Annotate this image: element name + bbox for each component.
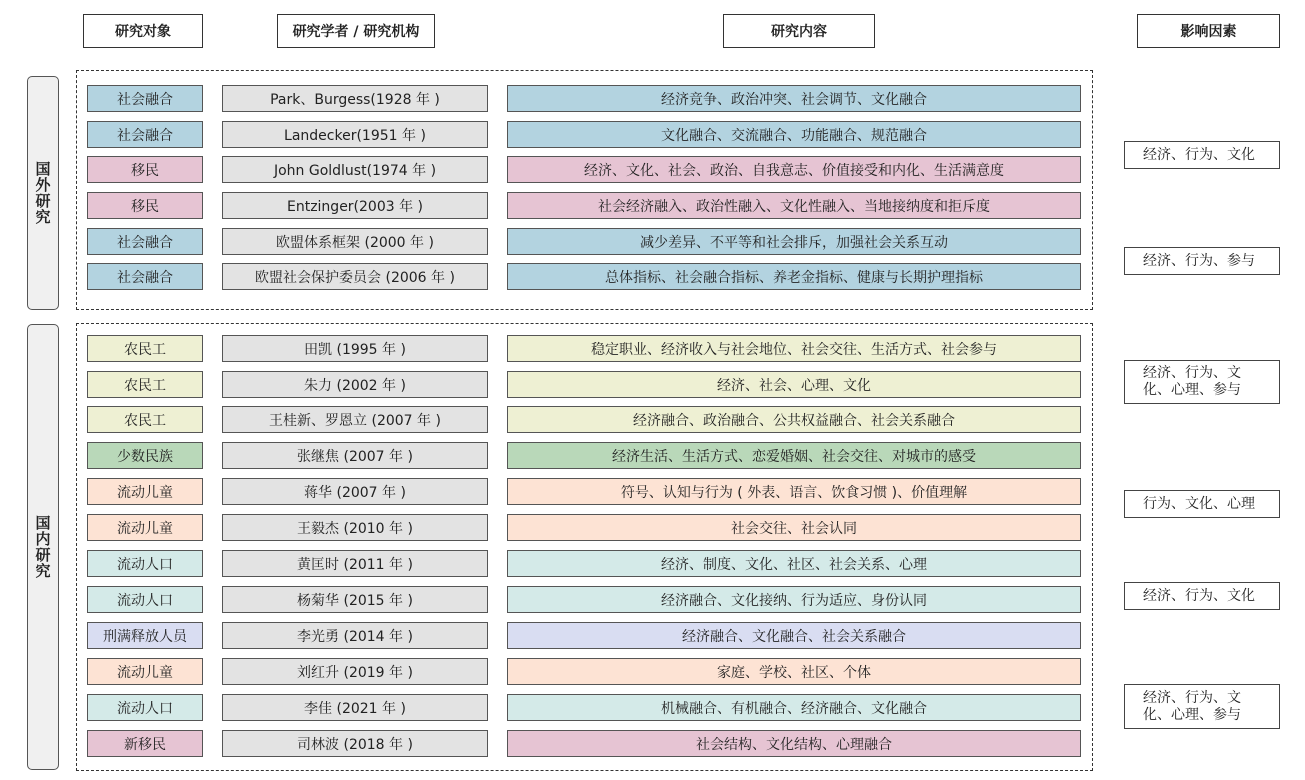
row-object: 社会融合 bbox=[87, 263, 203, 290]
row-content: 减少差异、不平等和社会排斥，加强社会关系互动 bbox=[507, 228, 1081, 255]
row-scholar: Entzinger(2003 年 ) bbox=[222, 192, 488, 219]
row-content: 社会交往、社会认同 bbox=[507, 514, 1081, 541]
row-content: 稳定职业、经济收入与社会地位、社会交往、生活方式、社会参与 bbox=[507, 335, 1081, 362]
row-object: 社会融合 bbox=[87, 121, 203, 148]
row-content: 经济融合、政治融合、公共权益融合、社会关系融合 bbox=[507, 406, 1081, 433]
row-content: 社会结构、文化结构、心理融合 bbox=[507, 730, 1081, 757]
row-scholar: 朱力 (2002 年 ) bbox=[222, 371, 488, 398]
row-scholar: 李佳 (2021 年 ) bbox=[222, 694, 488, 721]
factor-box: 经济、行为、文化、心理、参与 bbox=[1124, 360, 1280, 404]
row-content: 总体指标、社会融合指标、养老金指标、健康与长期护理指标 bbox=[507, 263, 1081, 290]
row-scholar: 欧盟体系框架 (2000 年 ) bbox=[222, 228, 488, 255]
row-scholar: 黄匡时 (2011 年 ) bbox=[222, 550, 488, 577]
factor-box: 行为、文化、心理 bbox=[1124, 490, 1280, 518]
row-content: 家庭、学校、社区、个体 bbox=[507, 658, 1081, 685]
row-object: 流动人口 bbox=[87, 694, 203, 721]
factor-box: 经济、行为、文化 bbox=[1124, 582, 1280, 610]
row-object: 流动人口 bbox=[87, 550, 203, 577]
row-scholar: 王毅杰 (2010 年 ) bbox=[222, 514, 488, 541]
row-object: 流动儿童 bbox=[87, 514, 203, 541]
row-object: 移民 bbox=[87, 192, 203, 219]
row-content: 经济、制度、文化、社区、社会关系、心理 bbox=[507, 550, 1081, 577]
header-content: 研究内容 bbox=[723, 14, 875, 48]
row-scholar: 刘红升 (2019 年 ) bbox=[222, 658, 488, 685]
group-label-foreign: 国外研究 bbox=[27, 76, 59, 310]
row-object: 流动儿童 bbox=[87, 658, 203, 685]
row-object: 流动儿童 bbox=[87, 478, 203, 505]
row-content: 符号、认知与行为 ( 外表、语言、饮食习惯 )、价值理解 bbox=[507, 478, 1081, 505]
header-factors: 影响因素 bbox=[1137, 14, 1280, 48]
row-object: 社会融合 bbox=[87, 85, 203, 112]
row-scholar: 蒋华 (2007 年 ) bbox=[222, 478, 488, 505]
row-object: 农民工 bbox=[87, 406, 203, 433]
row-object: 移民 bbox=[87, 156, 203, 183]
row-scholar: 司林波 (2018 年 ) bbox=[222, 730, 488, 757]
factor-box: 经济、行为、参与 bbox=[1124, 247, 1280, 275]
row-content: 经济融合、文化接纳、行为适应、身份认同 bbox=[507, 586, 1081, 613]
row-scholar: 张继焦 (2007 年 ) bbox=[222, 442, 488, 469]
row-scholar: John Goldlust(1974 年 ) bbox=[222, 156, 488, 183]
row-object: 农民工 bbox=[87, 371, 203, 398]
row-content: 社会经济融入、政治性融入、文化性融入、当地接纳度和拒斥度 bbox=[507, 192, 1081, 219]
row-scholar: 李光勇 (2014 年 ) bbox=[222, 622, 488, 649]
row-scholar: Landecker(1951 年 ) bbox=[222, 121, 488, 148]
row-scholar: 田凯 (1995 年 ) bbox=[222, 335, 488, 362]
row-content: 经济、文化、社会、政治、自我意志、价值接受和内化、生活满意度 bbox=[507, 156, 1081, 183]
row-object: 刑满释放人员 bbox=[87, 622, 203, 649]
row-content: 经济生活、生活方式、恋爱婚姻、社会交往、对城市的感受 bbox=[507, 442, 1081, 469]
row-content: 机械融合、有机融合、经济融合、文化融合 bbox=[507, 694, 1081, 721]
group-label-domestic: 国内研究 bbox=[27, 324, 59, 770]
row-object: 新移民 bbox=[87, 730, 203, 757]
row-scholar: 欧盟社会保护委员会 (2006 年 ) bbox=[222, 263, 488, 290]
header-research-object: 研究对象 bbox=[83, 14, 203, 48]
factor-box: 经济、行为、文化、心理、参与 bbox=[1124, 684, 1280, 729]
row-content: 经济竞争、政治冲突、社会调节、文化融合 bbox=[507, 85, 1081, 112]
row-object: 少数民族 bbox=[87, 442, 203, 469]
row-scholar: 杨菊华 (2015 年 ) bbox=[222, 586, 488, 613]
row-scholar: 王桂新、罗恩立 (2007 年 ) bbox=[222, 406, 488, 433]
row-object: 流动人口 bbox=[87, 586, 203, 613]
header-scholar: 研究学者 / 研究机构 bbox=[277, 14, 435, 48]
row-object: 社会融合 bbox=[87, 228, 203, 255]
row-content: 文化融合、交流融合、功能融合、规范融合 bbox=[507, 121, 1081, 148]
row-object: 农民工 bbox=[87, 335, 203, 362]
row-content: 经济融合、文化融合、社会关系融合 bbox=[507, 622, 1081, 649]
factor-box: 经济、行为、文化 bbox=[1124, 141, 1280, 169]
row-content: 经济、社会、心理、文化 bbox=[507, 371, 1081, 398]
row-scholar: Park、Burgess(1928 年 ) bbox=[222, 85, 488, 112]
